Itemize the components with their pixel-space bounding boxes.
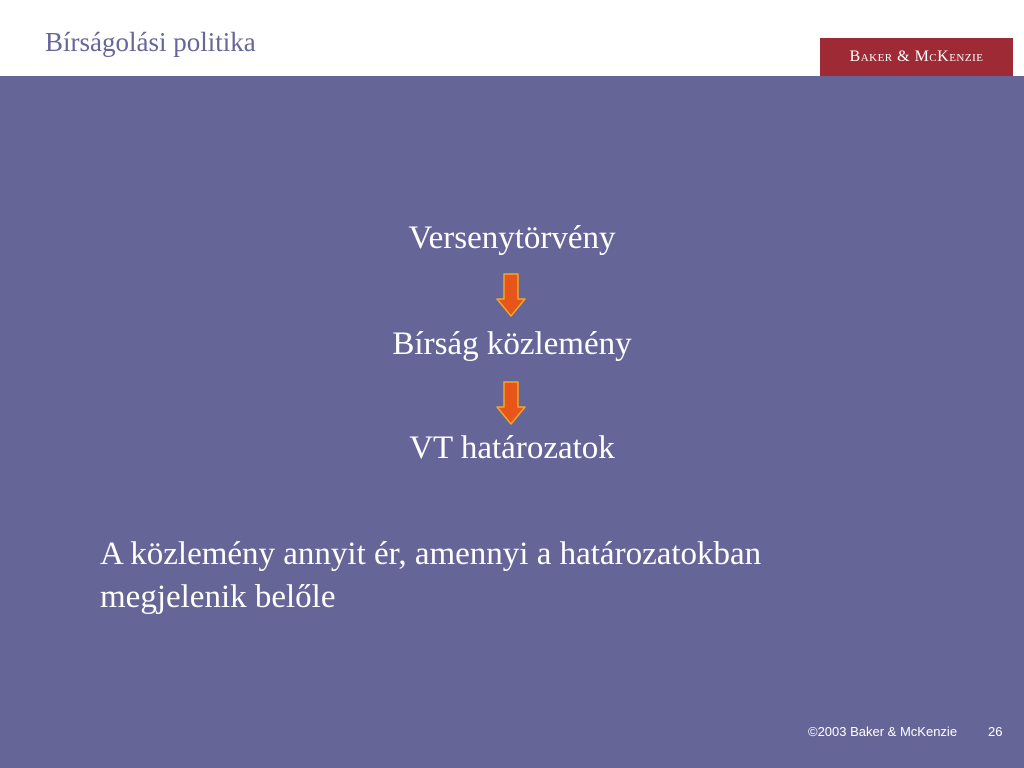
footer-copyright: ©2003 Baker & McKenzie: [808, 724, 958, 739]
down-arrow-icon: [496, 273, 526, 317]
conclusion-text: [100, 533, 940, 619]
page-number: 26: [988, 724, 1003, 739]
slide-header: [0, 0, 1024, 76]
baker-mckenzie-logo: Baker & McKenzie: [820, 38, 1013, 76]
flow-step-versenytorveny: Versenytörvény: [408, 220, 616, 256]
down-arrow-icon: [496, 381, 526, 425]
flow-step-vt-hatarozatok: VT határozatok: [409, 430, 615, 466]
conclusion-line-1: A közlemény annyit ér, amennyi a határozatokban: [100, 536, 762, 572]
slide-title: Bírságolási politika: [45, 27, 256, 57]
flow-step-birsag-kozlemeny: Bírság közlemény: [392, 326, 632, 362]
conclusion-line-2: megjelenik belőle: [100, 579, 336, 615]
